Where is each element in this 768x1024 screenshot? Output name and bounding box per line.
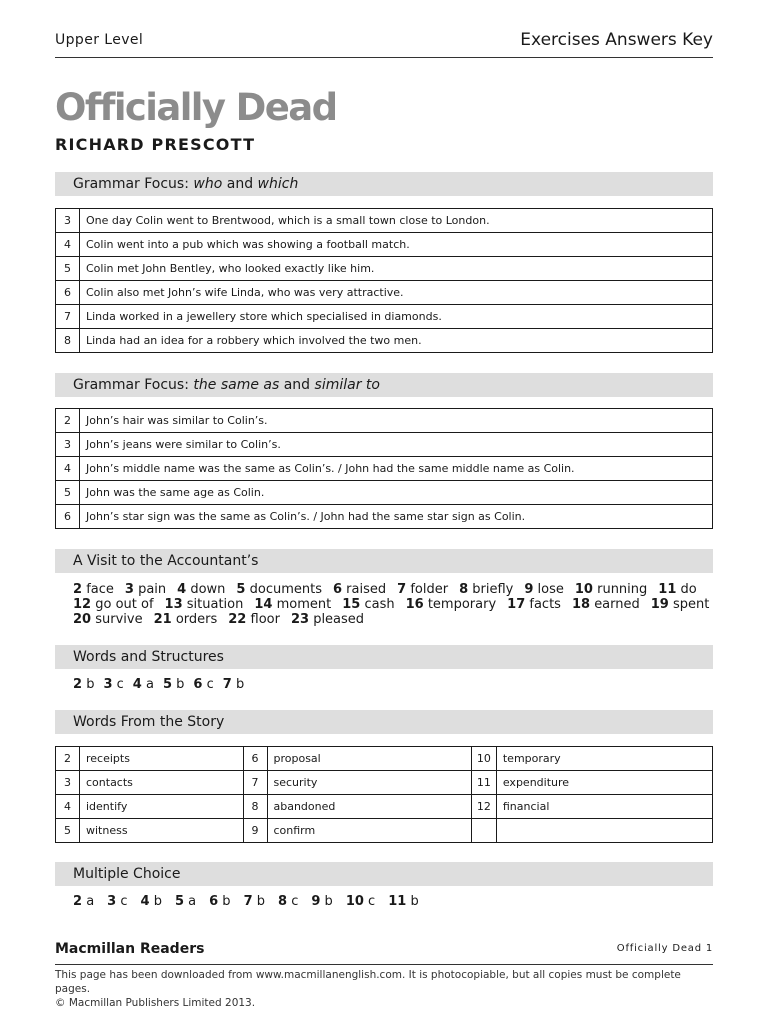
answer-word: security [267,771,471,795]
answer-text: Colin also met John’s wife Linda, who was very attractive. [80,281,713,305]
item-number: 9 [524,582,534,597]
answer-item [333,582,386,597]
answer-word: proposal [267,747,471,771]
answers-table-who-which [55,208,713,353]
answer-word: witness [80,819,244,843]
answer-text: Colin met John Bentley, who looked exactly like him. [80,257,713,281]
table-row [56,819,713,843]
item-number: 6 [193,677,203,692]
answer-word: pain [138,582,167,597]
table-row [56,409,713,433]
item-number: 8 [278,894,288,909]
footer-note-line: © Macmillan Publishers Limited 2013. [55,997,256,1009]
answer-item [73,582,114,597]
item-number: 6 [243,747,267,771]
heading-text: and [222,176,258,192]
answer-word: b [410,894,419,909]
item-number: 3 [107,894,117,909]
answer-word: go out of [95,597,154,612]
item-number: 12 [471,795,496,819]
answer-item [228,612,280,627]
accountant-answers [73,582,720,627]
answer-item [575,582,647,597]
answer-word: raised [346,582,387,597]
answer-word: cash [364,597,395,612]
answer-item [524,582,564,597]
answer-item [73,677,94,692]
item-number: 5 [56,481,80,505]
answer-item [311,894,332,909]
answer-word: c [116,677,124,692]
footer-note-line: This page has been downloaded from www.macmillanenglish.com. It is photocopiable, but all copies must be complete pages. [55,969,681,995]
item-number: 17 [507,597,526,612]
item-number: 6 [56,505,80,529]
answer-word: financial [496,795,712,819]
answer-word: b [235,677,245,692]
item-number: 8 [459,582,469,597]
item-number: 2 [56,747,80,771]
answer-item [397,582,448,597]
answer-text: Linda had an idea for a robbery which involved the two men. [80,329,713,353]
item-number: 5 [56,257,80,281]
doc-type-label: Exercises Answers Key [520,30,713,50]
item-number: 13 [164,597,183,612]
section-heading-words-structures: Words and Structures [55,645,713,669]
item-number: 10 [471,747,496,771]
answer-word: b [86,677,95,692]
table-row [56,433,713,457]
table-row [56,457,713,481]
item-number: 4 [140,894,150,909]
answer-item [342,597,394,612]
answer-item [507,597,561,612]
item-number: 7 [243,894,253,909]
heading-em: who [193,176,223,192]
answer-word: moment [276,597,332,612]
item-number: 16 [405,597,424,612]
item-number: 11 [471,771,496,795]
item-number: 4 [56,457,80,481]
item-number: 4 [132,677,142,692]
answer-text: Colin went into a pub which was showing a football match. [80,233,713,257]
answer-word: running [597,582,648,597]
item-number: 3 [103,677,113,692]
answer-word: temporary [496,747,712,771]
answer-word: a [86,894,95,909]
table-row [56,281,713,305]
item-number: 5 [174,894,184,909]
item-number: 3 [56,771,80,795]
heading-em: which [257,176,299,192]
answer-word: b [153,894,162,909]
answer-word: facts [529,597,561,612]
heading-text: and [279,377,315,393]
answer-item [291,612,364,627]
item-number: 6 [332,582,343,597]
item-number: 15 [342,597,361,612]
answer-item [103,677,123,692]
answer-word [496,819,712,843]
section-heading-who-which [55,172,713,196]
answer-word: a [188,894,197,909]
item-number: 3 [56,209,80,233]
section-heading-words-story: Words From the Story [55,710,713,734]
item-number: 8 [243,795,267,819]
answer-word: a [145,677,154,692]
table-row [56,257,713,281]
answers-table-same-similar [55,408,713,529]
item-number: 12 [73,597,92,612]
answer-word: c [206,677,214,692]
item-number: 10 [574,582,593,597]
answer-item [236,582,322,597]
table-row [56,481,713,505]
answer-item [177,582,225,597]
answer-word: identify [80,795,244,819]
answer-word: situation [186,597,244,612]
item-number: 5 [56,819,80,843]
answer-item [244,894,265,909]
answer-word: earned [594,597,640,612]
item-number: 5 [236,582,246,597]
footer-note [55,968,715,1010]
answer-item [209,894,230,909]
answer-word: face [86,582,114,597]
table-row [56,329,713,353]
answer-item [254,597,331,612]
answer-item [165,597,244,612]
answer-word: receipts [80,747,244,771]
item-number: 4 [177,582,187,597]
answer-word: spent [673,597,710,612]
answer-item [154,612,218,627]
publisher-label: Macmillan Readers [55,941,205,957]
item-number: 7 [397,582,407,597]
answer-word: c [368,894,376,909]
item-number: 20 [73,612,92,627]
answer-word: folder [410,582,449,597]
item-number: 8 [56,329,80,353]
answer-word: contacts [80,771,244,795]
table-row [56,305,713,329]
answer-word: b [176,677,185,692]
answer-item [388,894,419,909]
answer-item [658,582,696,597]
answer-line [73,612,720,627]
heading-text: Grammar Focus: [73,377,194,393]
answer-word: abandoned [267,795,471,819]
answer-item [73,597,154,612]
answer-word: b [324,894,333,909]
answer-item [175,894,196,909]
answers-table-words-story [55,746,713,843]
section-heading-multiple-choice: Multiple Choice [55,862,713,886]
answer-text: John was the same age as Colin. [80,481,713,505]
answer-item [141,894,162,909]
answer-text: John’s jeans were similar to Colin’s. [80,433,713,457]
answer-text: One day Colin went to Brentwood, which is a small town close to London. [80,209,713,233]
answer-word: expenditure [496,771,712,795]
header-divider [55,57,713,58]
item-number: 2 [73,582,83,597]
item-number: 3 [56,433,80,457]
item-number: 7 [243,771,267,795]
answer-word: confirm [267,819,471,843]
item-number: 2 [73,894,83,909]
answer-word: c [120,894,128,909]
answer-item [73,612,143,627]
page-label: Officially Dead 1 [616,943,713,954]
item-number: 3 [124,582,134,597]
answer-item [107,894,127,909]
answer-text: John’s hair was similar to Colin’s. [80,409,713,433]
answer-item [572,597,640,612]
level-label: Upper Level [55,32,144,48]
answer-word: b [222,894,231,909]
item-number: 10 [345,894,364,909]
answer-item [223,677,244,692]
answer-text: Linda worked in a jewellery store which specialised in diamonds. [80,305,713,329]
item-number: 18 [571,597,591,612]
item-number: 7 [222,677,232,692]
words-structures-answers [73,677,253,692]
table-row [56,771,713,795]
item-number: 19 [650,597,669,612]
item-number [471,819,496,843]
item-number: 5 [162,677,172,692]
section-heading-same-similar [55,373,713,397]
answer-word: temporary [427,597,497,612]
answer-word: orders [175,612,218,627]
item-number: 14 [254,597,273,612]
answer-item [406,597,497,612]
multiple-choice-answers [73,894,432,909]
answer-item [193,677,213,692]
answer-text: John’s star sign was the same as Colin’s. / John had the same star sign as Colin. [80,505,713,529]
answer-item [346,894,375,909]
table-row [56,233,713,257]
item-number: 23 [290,612,310,627]
answer-word: pleased [313,612,365,627]
answer-word: b [256,894,266,909]
item-number: 2 [56,409,80,433]
heading-em: the same as [193,377,280,393]
item-number: 9 [311,894,321,909]
answer-word: lose [537,582,564,597]
answer-text: John’s middle name was the same as Colin’s. / John had the same middle name as Colin. [80,457,713,481]
author-name: RICHARD PRESCOTT [55,135,256,154]
heading-em: similar to [314,377,380,393]
item-number: 7 [56,305,80,329]
answer-word: documents [249,582,322,597]
table-row [56,795,713,819]
item-number: 11 [388,894,407,909]
answer-word: floor [250,612,280,627]
answer-word: briefly [472,582,514,597]
document-title: Officially Dead [55,86,337,129]
answer-word: down [190,582,226,597]
item-number: 6 [209,894,219,909]
item-number: 9 [243,819,267,843]
answer-item [278,894,298,909]
answer-item [459,582,513,597]
answer-line [73,597,720,612]
item-number: 4 [56,795,80,819]
answer-item [133,677,154,692]
answer-item [163,677,184,692]
item-number: 22 [228,612,247,627]
item-number: 6 [56,281,80,305]
table-row [56,505,713,529]
answer-item [651,597,710,612]
answer-line [73,582,720,597]
item-number: 21 [153,612,172,627]
item-number: 11 [658,582,677,597]
answer-word: c [291,894,299,909]
item-number: 2 [73,677,83,692]
footer-divider [55,964,713,965]
answer-item [73,894,94,909]
table-row [56,747,713,771]
table-row [56,209,713,233]
heading-text: Grammar Focus: [73,176,194,192]
answer-word: do [680,582,697,597]
answer-word: survive [95,612,143,627]
item-number: 4 [56,233,80,257]
section-heading-accountant: A Visit to the Accountant’s [55,549,713,573]
answer-item [125,582,166,597]
